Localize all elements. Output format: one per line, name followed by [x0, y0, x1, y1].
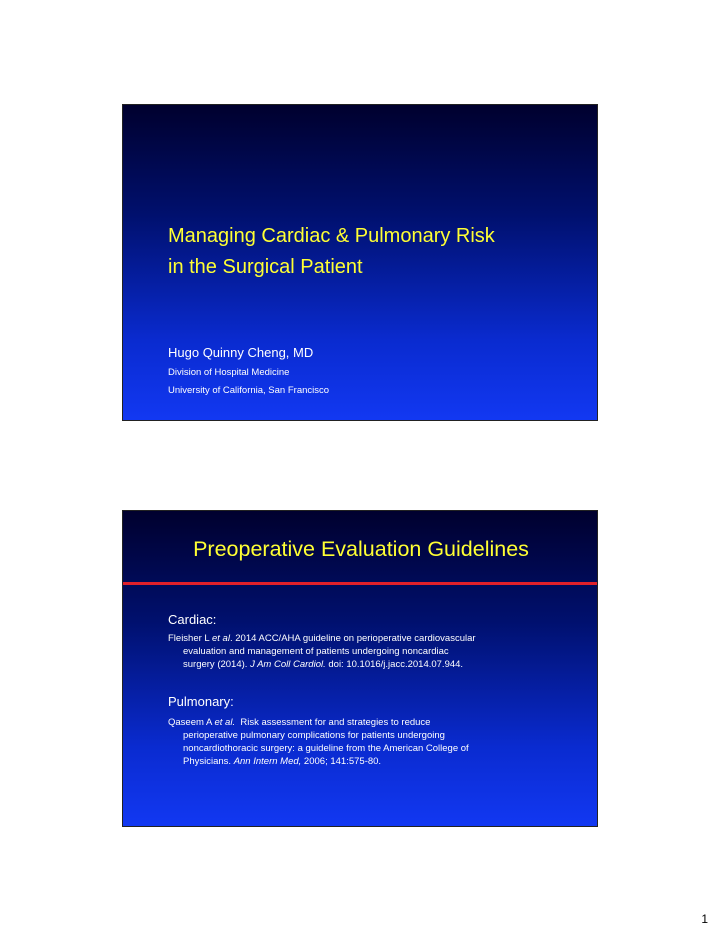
ref-line: surgery (2014). J Am Coll Cardiol. doi: 10.1016/j.jacc.2014.07.944. [183, 659, 464, 670]
slide-title: Preoperative Evaluation Guidelines [193, 537, 529, 561]
ref-line: perioperative pulmonary complications for patients undergoing [183, 730, 445, 741]
author-university: University of California, San Francisco [168, 385, 330, 396]
ref-line: evaluation and management of patients undergoing noncardiac [183, 646, 449, 657]
pulmonary-reference [168, 716, 568, 768]
title-divider [123, 582, 598, 585]
guidelines-slide [122, 510, 598, 827]
author-name: Hugo Quinny Cheng, MD [168, 345, 314, 360]
ref-line: noncardiothoracic surgery: a guideline from the American College of [183, 743, 469, 754]
slide-title-line1: Managing Cardiac & Pulmonary Risk [168, 225, 495, 247]
cardiac-heading: Cardiac: [168, 612, 217, 627]
title-slide [122, 104, 598, 421]
pulmonary-heading: Pulmonary: [168, 694, 234, 709]
ref-line: Qaseem A et al. Risk assessment for and strategies to reduce [168, 717, 431, 728]
slide-title-line2: in the Surgical Patient [168, 256, 363, 278]
page-number: 1 [701, 912, 708, 926]
cardiac-reference [168, 632, 568, 671]
author-division: Division of Hospital Medicine [168, 367, 290, 378]
ref-line: Fleisher L et al. 2014 ACC/AHA guideline on perioperative cardiovascular [168, 633, 476, 644]
ref-line: Physicians. Ann Intern Med, 2006; 141:575-80. [183, 756, 382, 767]
slide-title [168, 221, 568, 283]
